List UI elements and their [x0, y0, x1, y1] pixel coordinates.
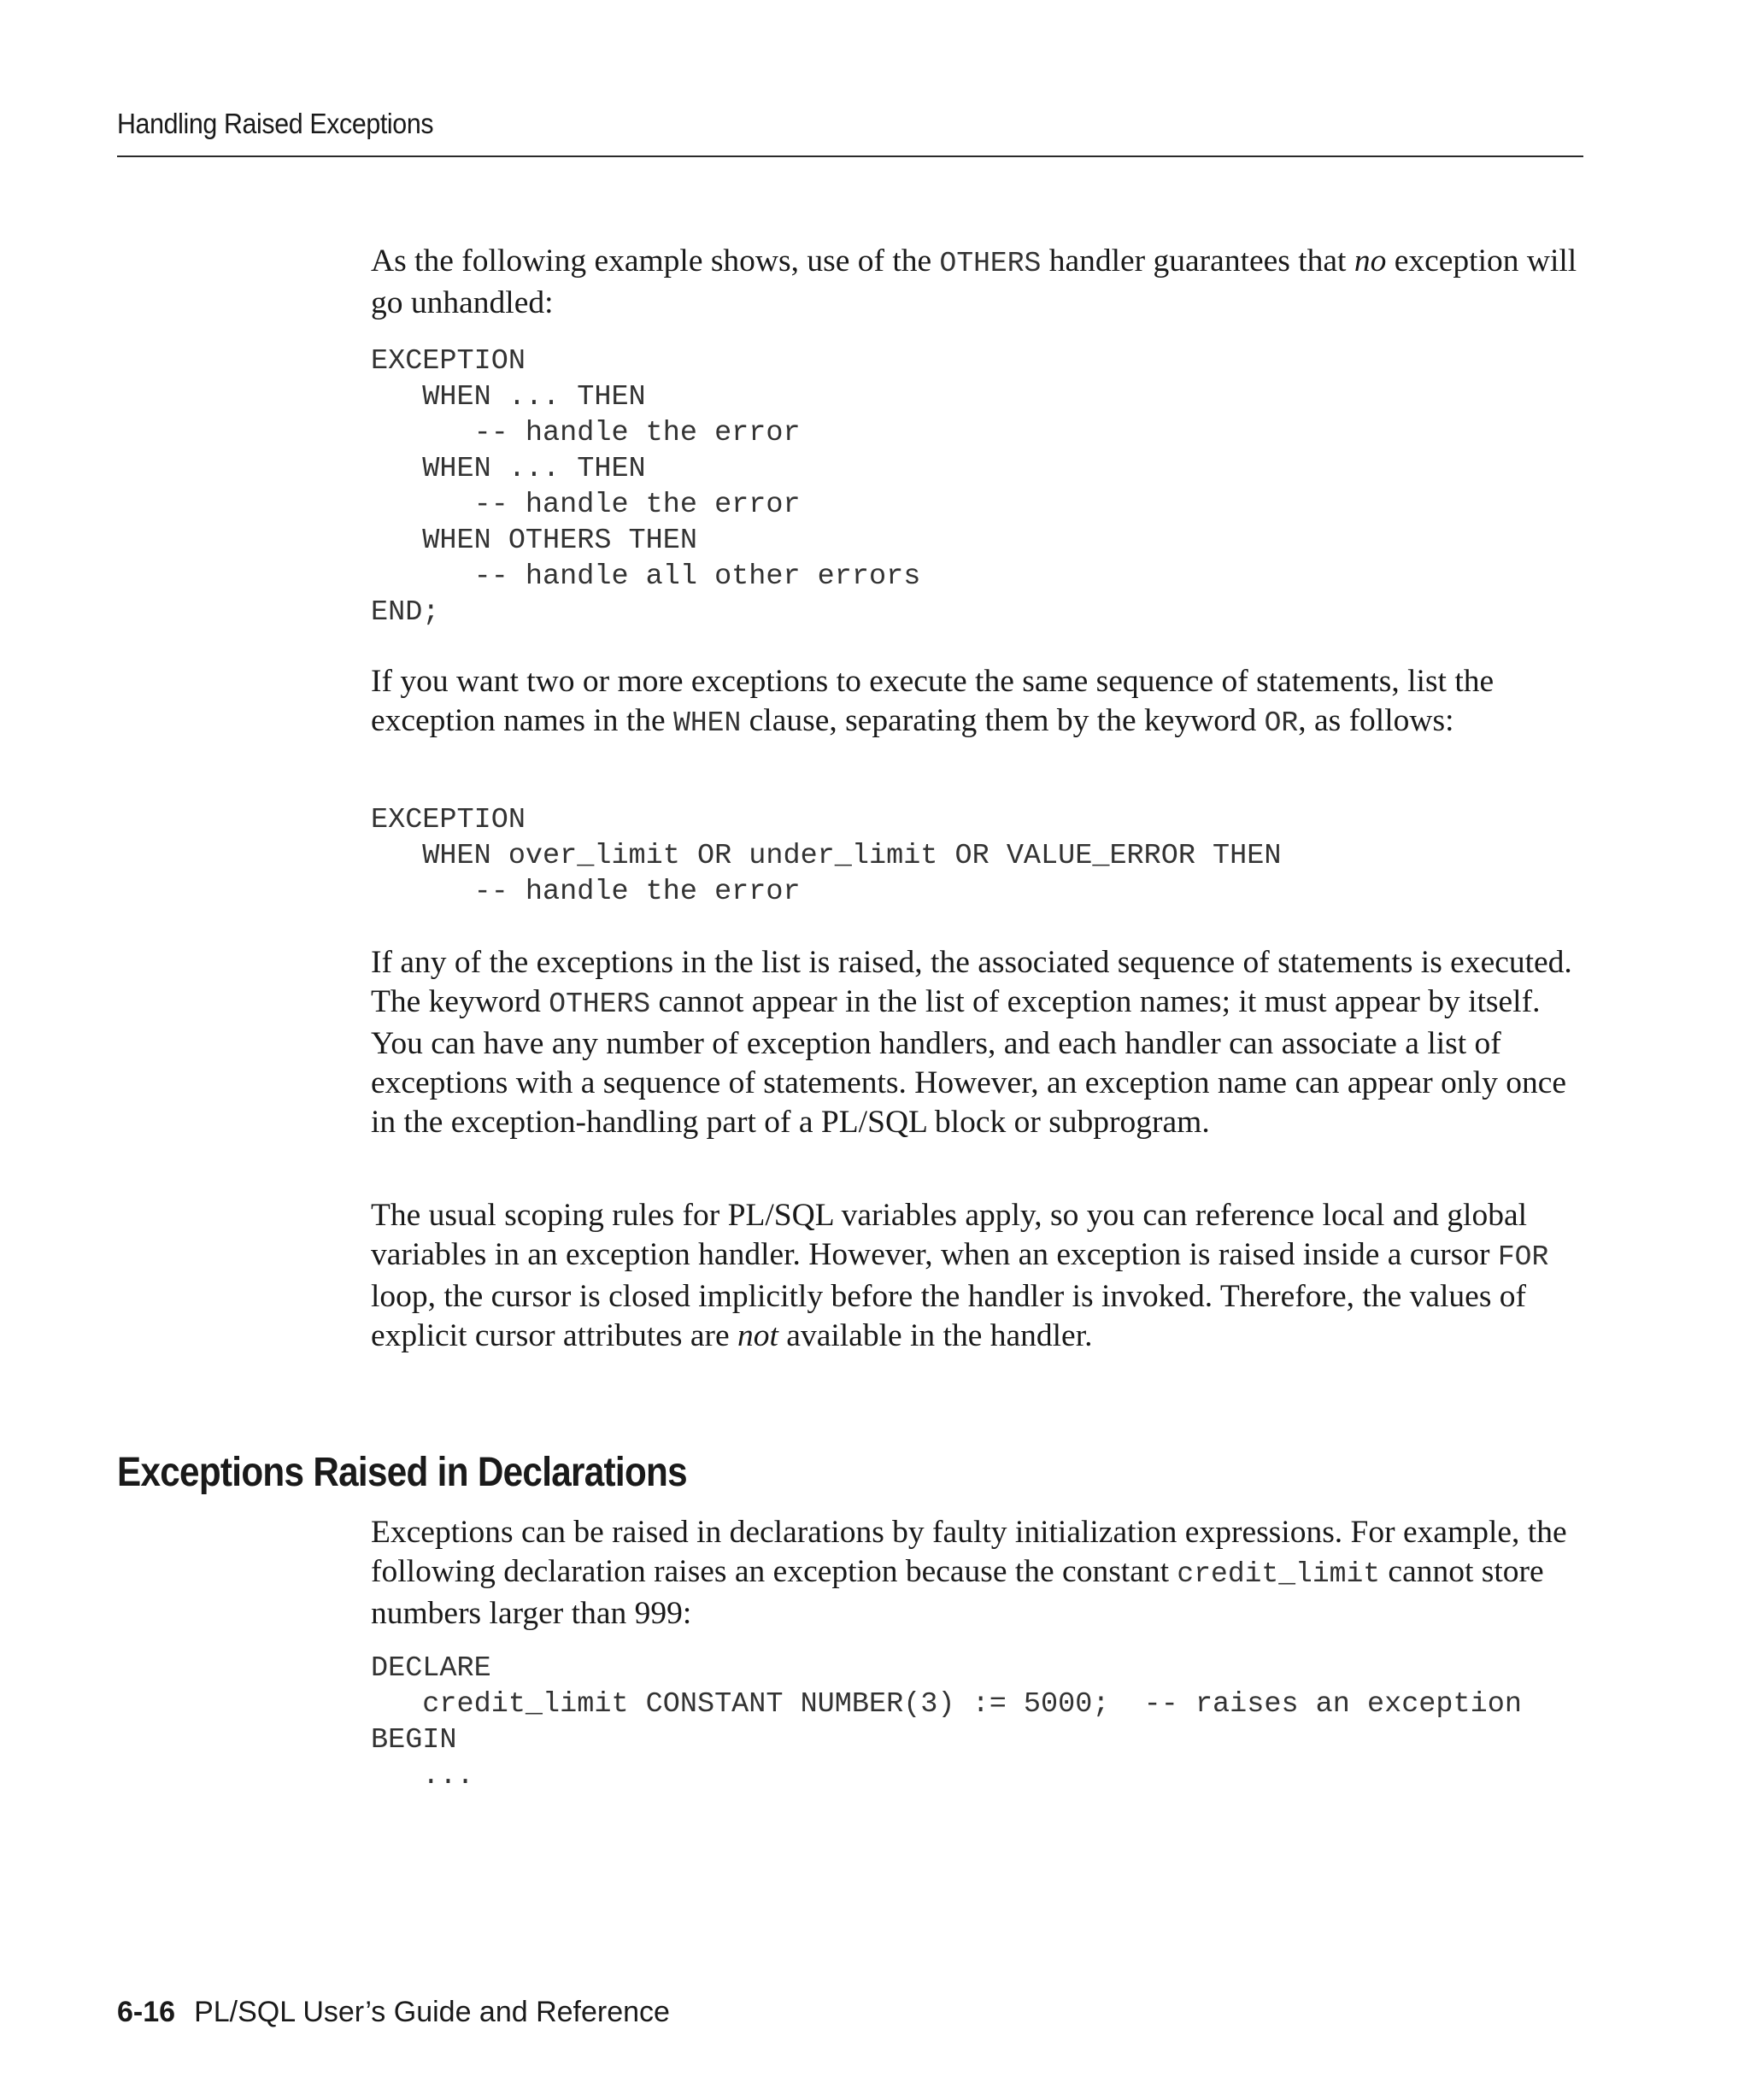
text-run: As the following example shows, use of the	[371, 243, 940, 279]
page-number: 6-16	[117, 1996, 176, 2028]
inline-code: FOR	[1497, 1241, 1549, 1273]
text-run: The usual scoping rules for PL/SQL variables apply, so you can reference local and global variables in an exception handler. However, when an exception is raised inside a cursor	[371, 1198, 1528, 1272]
page-footer	[117, 1996, 670, 2029]
text-run: Exceptions can be raised in declarations by faulty initialization expressions. For example, the following declaration raises an exception because the constant	[371, 1515, 1567, 1589]
header-rule	[117, 155, 1583, 157]
text-run: exception will go unhandled:	[371, 243, 1577, 320]
text-run: If any of the exceptions in the list is raised, the associated sequence of statements is executed. The keyword	[371, 945, 1572, 1019]
inline-code: OTHERS	[549, 988, 651, 1020]
paragraph-others-handler	[371, 242, 1584, 323]
section-heading: Exceptions Raised in Declarations	[117, 1450, 687, 1495]
paragraph-declaration-exceptions	[371, 1513, 1584, 1634]
inline-code: credit_limit	[1177, 1558, 1381, 1590]
inline-code: OTHERS	[939, 248, 1042, 279]
text-run: available in the handler.	[778, 1318, 1093, 1353]
paragraph-multiple-exceptions	[371, 662, 1584, 743]
code-block-or-example: EXCEPTION WHEN over_limit OR under_limit OR VALUE_ERROR THEN -- handle the error	[371, 804, 1282, 908]
text-run: clause, separating them by the keyword	[741, 703, 1265, 738]
emphasis: no	[1354, 243, 1387, 279]
text-run: cannot store numbers larger than 999:	[371, 1554, 1544, 1631]
code-block-declare-example: DECLARE credit_limit CONSTANT NUMBER(3) := 5000; -- raises an exception BEGIN ...	[371, 1652, 1522, 1792]
code-block-others-example: EXCEPTION WHEN ... THEN -- handle the error WHEN ... THEN -- handle the error WHEN OTHERS THEN -- handle all other errors END;	[371, 345, 921, 629]
running-header: Handling Raised Exceptions	[117, 108, 434, 139]
paragraph-exception-list	[371, 943, 1584, 1142]
text-run: If you want two or more exceptions to execute the same sequence of statements, list the exception names in the	[371, 664, 1495, 738]
inline-code: OR	[1264, 707, 1299, 739]
text-run: loop, the cursor is closed implicitly before the handler is invoked. Therefore, the values of explicit cursor attributes are	[371, 1279, 1527, 1353]
text-run: cannot appear in the list of exception names; it must appear by itself. You can have any number of exception handlers, and each handler can associate a list of exceptions with a sequence of statements. However, an exception name can appear only once in the exception-handling part of a PL/SQL block or subprogram.	[371, 984, 1566, 1140]
text-run: handler guarantees that	[1041, 243, 1354, 279]
paragraph-scoping-rules	[371, 1196, 1584, 1356]
book-title: PL/SQL User’s Guide and Reference	[194, 1996, 670, 2028]
inline-code: WHEN	[673, 707, 742, 739]
emphasis: not	[737, 1318, 778, 1353]
text-run: , as follows:	[1298, 703, 1454, 738]
